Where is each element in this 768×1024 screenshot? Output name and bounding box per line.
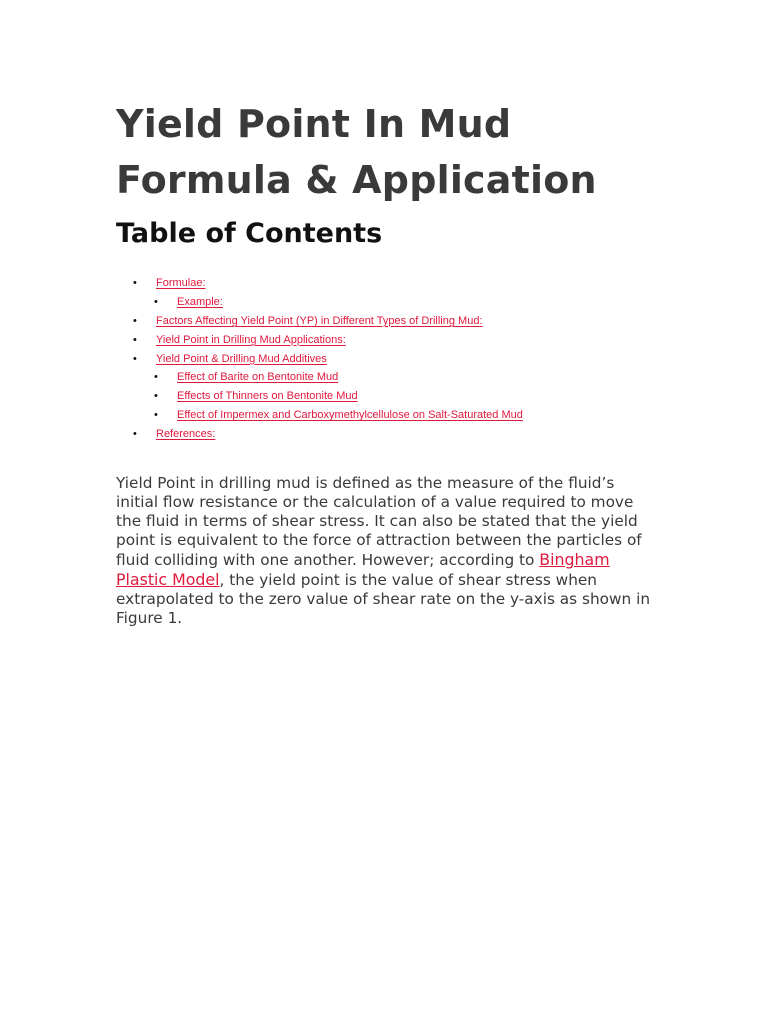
toc-item-references [116,425,656,444]
article [116,96,656,628]
bullet-icon: • [133,277,137,289]
toc-link-barite[interactable]: Effect of Barite on Bentonite Mud [177,371,339,384]
toc-link-example[interactable]: Example: [177,295,223,308]
title-line-2: Formula & Application [116,158,597,202]
intro-text-before-link: Yield Point in drilling mud is defined as the measure of the fluid’s initial flow resistance or the calculation of a value required to move the fluid in terms of shear stress. It can also be stated that the yield point is equivalent to the force of attraction between the particles of fluid colliding with one another. However; according to [116,474,642,570]
toc-link-applications[interactable]: Yield Point in Drilling Mud Applications: [156,333,346,346]
toc-item-formulae [116,274,656,293]
toc-link-impermex[interactable]: Effect of Impermex and Carboxymethylcellulose on Salt-Saturated Mud [177,409,523,422]
bullet-icon: • [154,295,158,308]
toc-link-factors[interactable]: Factors Affecting Yield Point (YP) in Different Types of Drilling Mud: [156,314,483,327]
bullet-icon: • [133,333,137,346]
toc-item-example [116,293,656,312]
intro-text-after-link: , the yield point is the value of shear stress when extrapolated to the zero value of shear rate on the y-axis as shown in Figure 1. [116,571,651,628]
bingham-plastic-model-link[interactable]: Bingham Plastic Model [116,550,610,590]
toc-item-applications [116,331,656,350]
toc-item-additives [116,350,656,369]
toc-item-barite [116,368,656,387]
bullet-icon: • [154,390,158,403]
bullet-icon: • [133,352,137,365]
table-of-contents [116,274,656,444]
toc-item-impermex [116,406,656,425]
toc-item-thinners [116,387,656,406]
toc-link-formulae[interactable]: Formulae: [156,277,206,289]
bullet-icon: • [154,371,158,384]
toc-item-factors [116,312,656,331]
toc-heading: Table of Contents [116,218,383,249]
toc-link-references[interactable]: References: [156,428,216,441]
bullet-icon: • [154,409,158,422]
page-title [116,96,656,208]
toc-link-additives[interactable]: Yield Point & Drilling Mud Additives [156,352,327,365]
bullet-icon: • [133,428,137,441]
intro-paragraph [116,474,656,628]
title-line-1: Yield Point In Mud [116,102,512,146]
toc-link-thinners[interactable]: Effects of Thinners on Bentonite Mud [177,390,358,403]
bullet-icon: • [133,314,137,327]
